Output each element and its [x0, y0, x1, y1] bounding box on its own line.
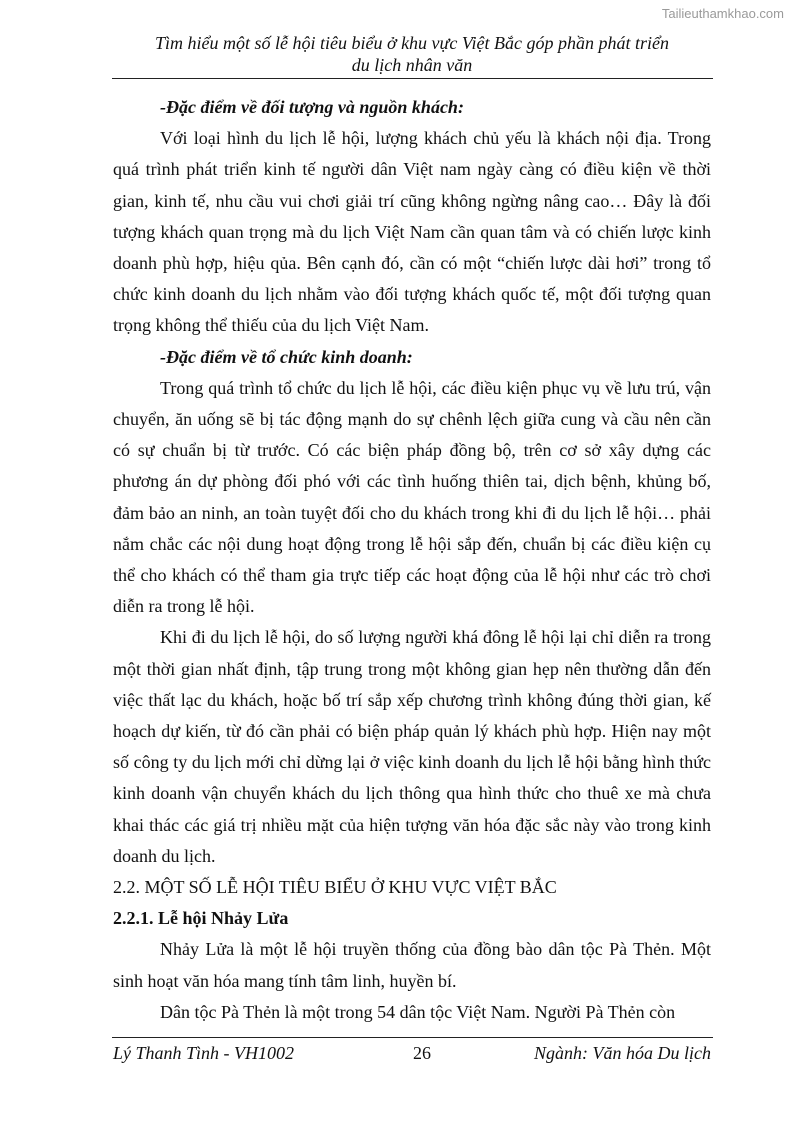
paragraph-ethnic-group: Dân tộc Pà Thẻn là một trong 54 dân tộc Việt Nam. Người Pà Thẻn còn: [160, 1001, 676, 1022]
paragraph-business-2: Khi đi du lịch lễ hội, do số lượng người khá đông lễ hội lại chỉ diễn ra trong một thời gian nhất định, tập trung trong một không gian hẹp nên thường dẫn đến việc thất lạc du khách, hoặc bố trí sắp xếp chương trình không đúng thời gian, kế hoạch dự kiến, từ đó cần phải có biện pháp quản lý khách phù hợp. Hiện nay một số công ty du lịch mới chỉ dừng lại ở việc kinh doanh du lịch lễ hội bằng hình thức kinh doanh vận chuyển khách du lịch thông qua hình thức cho thuê xe mà chưa khai thác các giá trị nhiều mặt của hiện tượng văn hóa đặc sắc này vào trong kinh doanh du lịch.: [113, 627, 711, 866]
paragraph-business-1: Trong quá trình tổ chức du lịch lễ hội, các điều kiện phục vụ về lưu trú, vận chuyển, ăn uống sẽ bị tác động mạnh do sự chênh lệch giữa cung và cầu nên cần có sự chuẩn bị từ trước. Có các biện pháp đồng bộ, trên cơ sở xây dựng các phương án dự phòng đối phó với các tình huống thiên tai, dịch bệnh, khủng bố, đảm bảo an ninh, an toàn tuyệt đối cho du khách trong khi đi du lịch lễ hội… phải nắm chắc các nội dung hoạt động trong lễ hội sắp đến, chuẩn bị các điều kiện cụ thể cho khách có thể tham gia trực tiếp các hoạt động của lễ hội như các trò chơi diễn ra trong lễ hội.: [113, 377, 711, 617]
running-header: [113, 32, 711, 76]
paragraph-visitors: Với loại hình du lịch lễ hội, lượng khách chủ yếu là khách nội địa. Trong quá trình phát triển kinh tế người dân Việt nam ngày càng có điều kiện về thời gian, kinh tế, nhu cầu vui chơi giải trí cũng không ngừng nâng cao… Đây là đối tượng khách quan trọng mà du lịch Việt Nam cần quan tâm và có chiến lược kinh doanh phù hợp, hiệu qủa. Bên cạnh đó, cần có một “chiến lược dài hơi” trong tổ chức kinh doanh du lịch nhằm vào đối tượng khách quốc tế, một đối tượng quan trọng không thể thiếu của du lịch Việt Nam.: [113, 128, 711, 336]
header-line-2: du lịch nhân văn: [351, 55, 473, 75]
footer-divider: [112, 1037, 713, 1038]
subheading-visitors: -Đặc điểm về đối tượng và nguồn khách:: [160, 97, 464, 117]
page-number: 26: [413, 1043, 431, 1063]
header-line-1: Tìm hiểu một số lễ hội tiêu biểu ở khu vực Việt Bắc góp phần phát triển: [154, 33, 669, 53]
section-heading: 2.2. MỘT SỐ LỄ HỘI TIÊU BIỂU Ở KHU VỰC VIỆT BẮC: [113, 877, 557, 898]
paragraph-festival-intro: Nhảy Lửa là một lễ hội truyền thống của đồng bào dân tộc Pà Thẻn. Một sinh hoạt văn hóa mang tính tâm linh, huyền bí.: [113, 939, 711, 991]
footer-author: Lý Thanh Tình - VH1002: [113, 1043, 295, 1063]
page-footer: [113, 1043, 711, 1067]
subsection-heading: 2.2.1. Lễ hội Nhảy Lửa: [113, 908, 289, 929]
page-body: [113, 92, 711, 1028]
subheading-business: -Đặc điểm về tổ chức kinh doanh:: [160, 346, 413, 367]
footer-department: Ngành: Văn hóa Du lịch: [534, 1043, 711, 1063]
header-divider: [112, 78, 713, 79]
watermark: Tailieuthamkhao.com: [661, 6, 784, 21]
